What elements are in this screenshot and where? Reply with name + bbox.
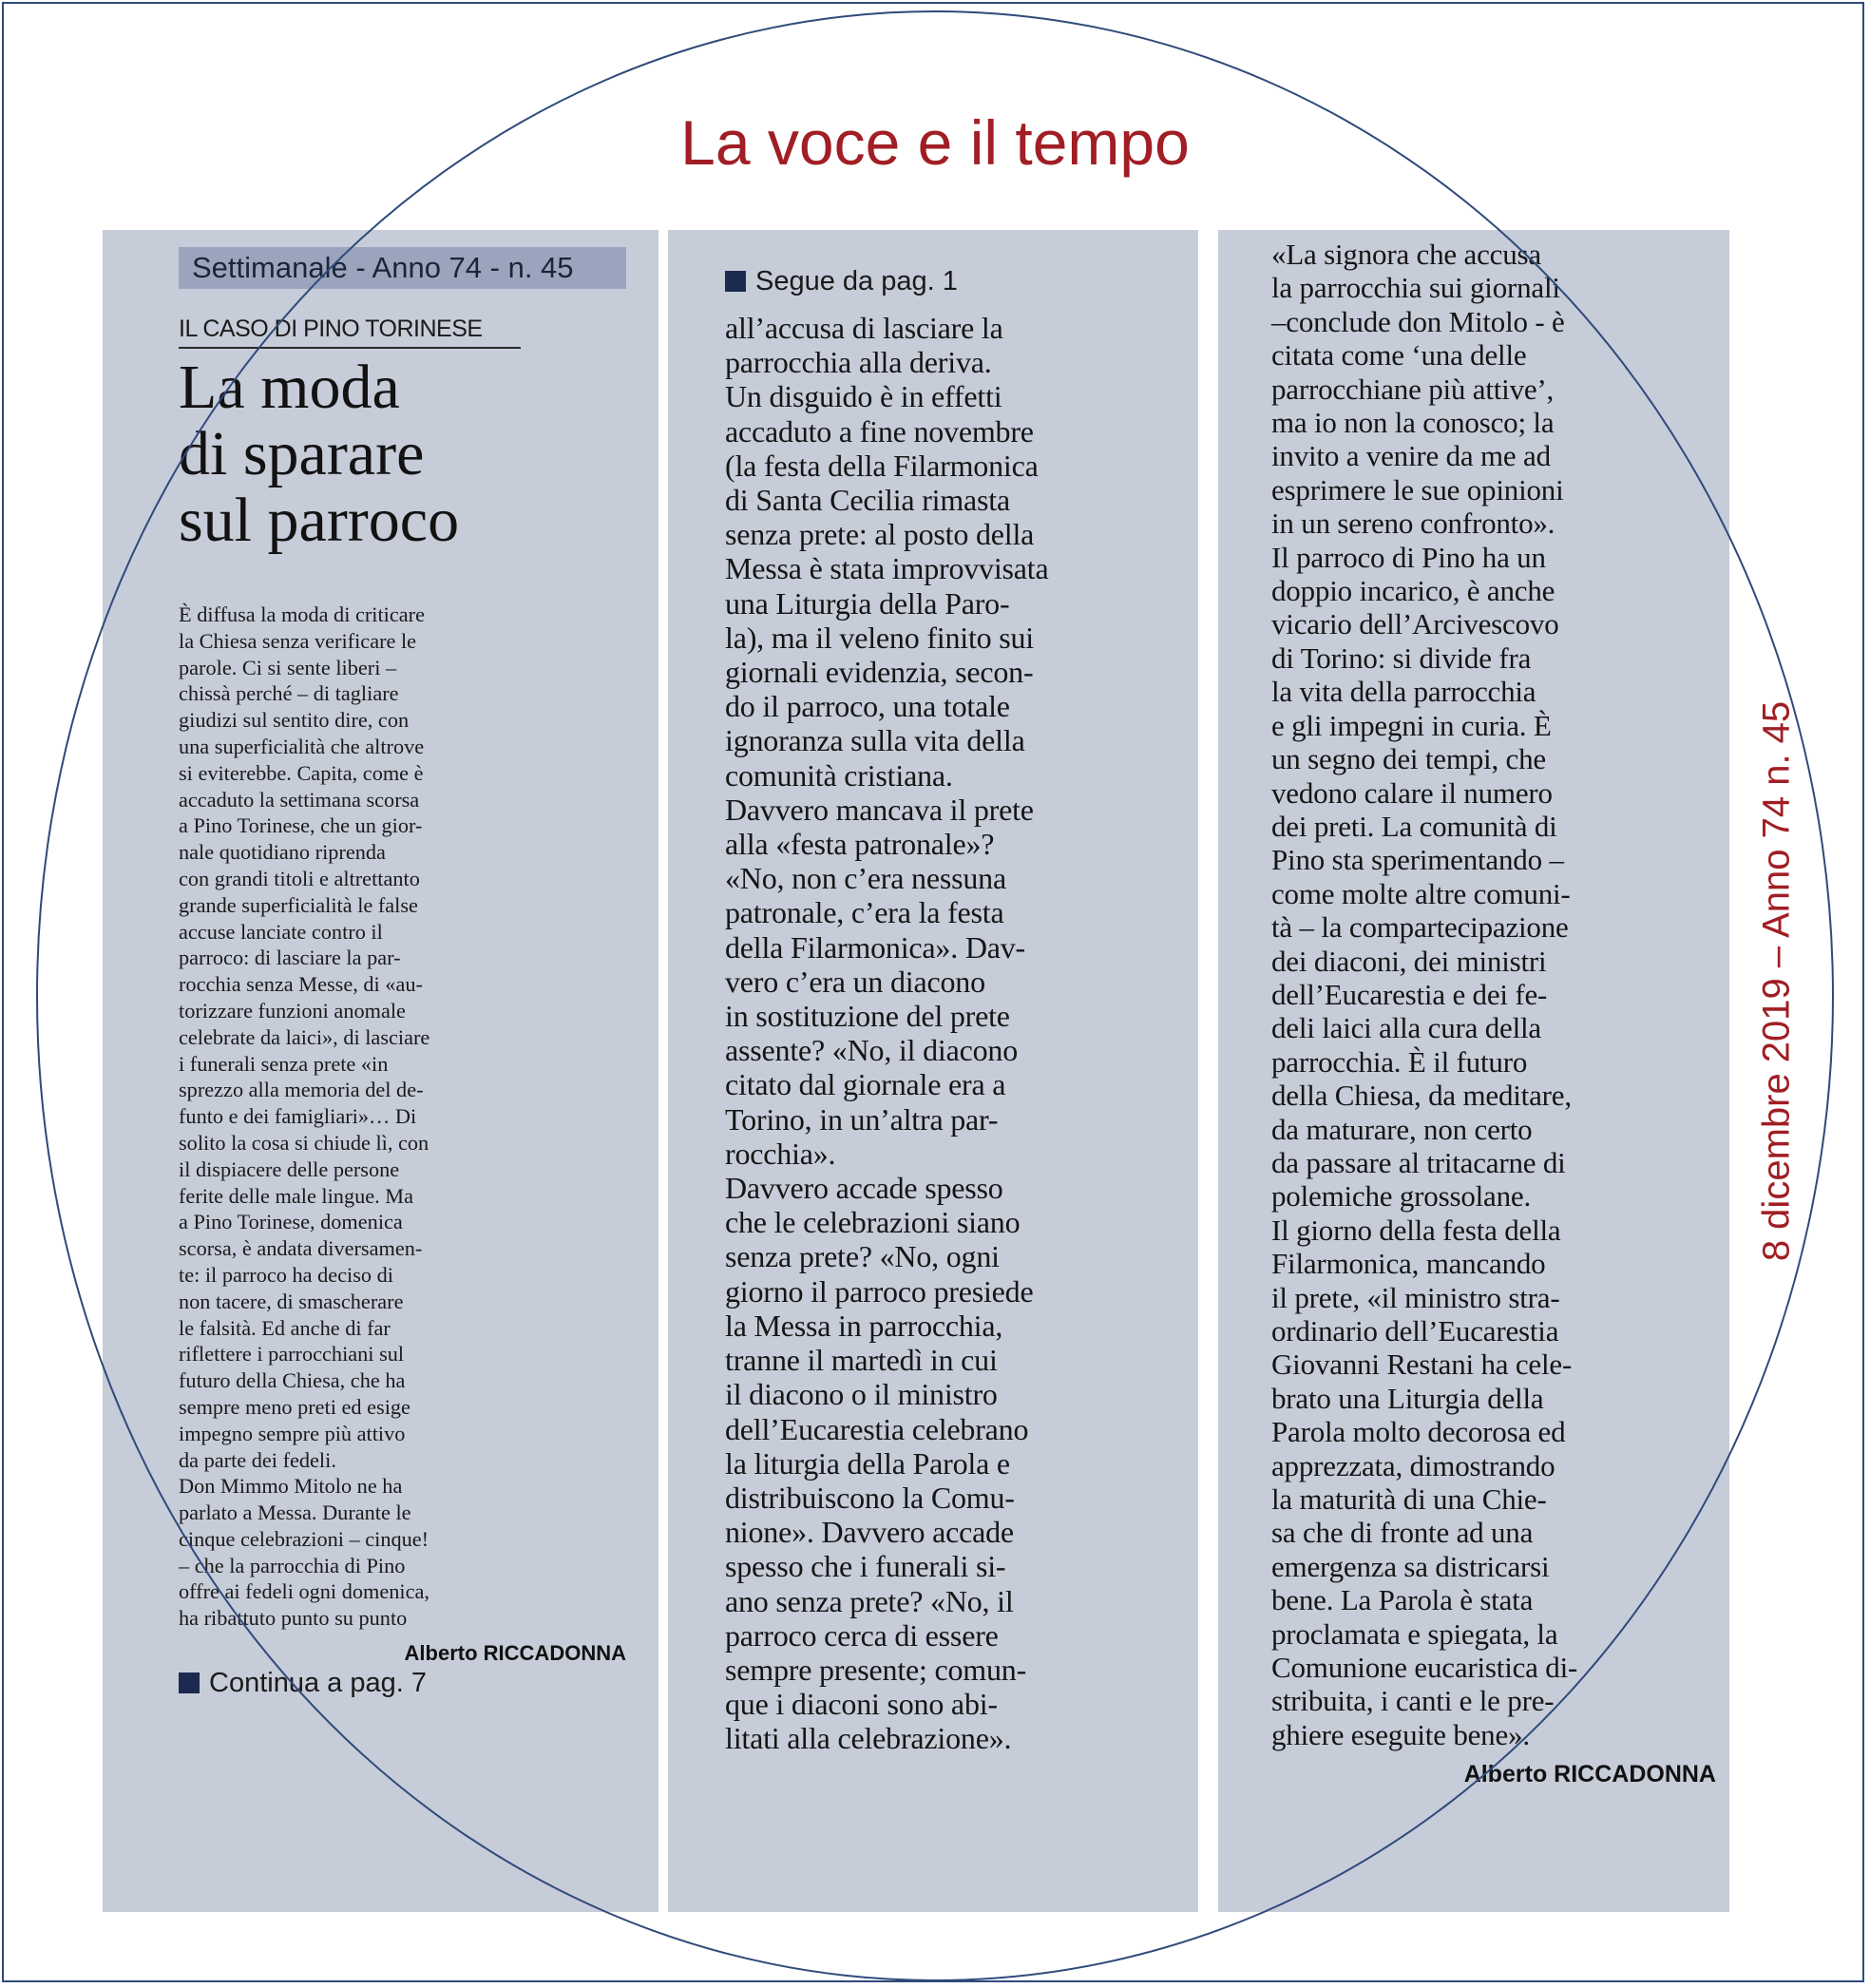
follow-reference-text: Segue da pag. 1 xyxy=(755,266,958,296)
article-body-column-2: all’accusa di lasciare la parrocchia alla deriva. Un disguido è in effetti accaduto a fine novembre (la festa della Filarmonica di Santa Cecilia rimasta senza prete: al posto della Messa è stata improvvisata una Liturgia della Paro- la), ma il veleno finito sui giornali evidenzia, secon- do il parroco, una totale ignoranza sulla vita della comunità cristiana. Davvero mancava il prete alla «festa patronale»? «No, non c’era nessuna patronale, c’era la festa della Filarmonica». Dav- vero c’era un diacono in sostituzione del prete assente? «No, il diacono citato dal giornale era a Torino, in un’altra par- rocchia». Davvero accade spesso che le celebrazioni siano senza prete? «No, ogni giorno il parroco presiede la Messa in parrocchia, tranne il martedì in cui il diacono o il ministro dell’Eucarestia celebrano la liturgia della Parola e distribuiscono la Comu- nione». Davvero accade spesso che i funerali si- ano senza prete? «No, il parroco cerca di essere sempre presente; comun- que i diaconi sono abi- litati alla celebrazione». xyxy=(725,311,1049,1756)
article-headline: La moda di sparare sul parroco xyxy=(179,353,460,555)
article-body-column-3: «La signora che accusa la parrocchia sui giornali –conclude don Mitolo - è citata come ‘una delle parrocchiane più attive’, ma io non la conosco; la invito a venire da me ad esprimere le sue opinioni in un sereno confronto». Il parroco di Pino ha un doppio incarico, è anche vicario dell’Arcivescovo di Torino: si divide fra la vita della parrocchia e gli impegni in curia. È un segno dei tempi, che vedono calare il numero dei preti. La comunità di Pino sta sperimentando – come molte altre comuni- tà – la compartecipazione dei diaconi, dei ministri dell’Eucarestia e dei fe- deli laici alla cura della parrocchia. È il futuro della Chiesa, da meditare, da maturare, non certo da passare al tritacarne di polemiche grossolane. Il giorno della festa della Filarmonica, mancando il prete, «il ministro stra- ordinario dell’Eucarestia Giovanni Restani ha cele- brato una Liturgia della Parola molto decorosa ed apprezzata, dimostrando la maturità di una Chie- sa che di fronte ad una emergenza sa districarsi bene. La Parola è stata proclamata e spiegata, la Comunione eucaristica di- stribuita, i canti e le pre- ghiere eseguite bene». xyxy=(1271,238,1578,1751)
publication-date-vertical: 8 dicembre 2019 – Anno 74 n. 45 xyxy=(1755,700,1798,1262)
article-body-column-1: È diffusa la moda di criticare la Chiesa senza verificare le parole. Ci si sente liberi – chissà perché – di tagliare giudizi sul sentito dire, con una superficialità che altrove si eviterebbe. Capita, come è accaduto la settimana scorsa a Pino Torinese, che un gior- nale quotidiano riprenda con grandi titoli e altrettanto grande superficialità le false accuse lanciate contro il parroco: di lasciare la par- rocchia senza Messe, di «au- torizzare funzioni anomale celebrate da laici», di lasciare i funerali senza prete «in sprezzo alla memoria del de- funto e dei famigliari»… Di solito la cosa si chiude lì, con il dispiacere delle persone ferite delle male lingue. Ma a Pino Torinese, domenica scorsa, è andata diversamen- te: il parroco ha deciso di non tacere, di smascherare le falsità. Ed anche di far riflettere i parrocchiani sul futuro della Chiesa, che ha sempre meno preti ed esige impegno sempre più attivo da parte dei fedeli. Don Mimmo Mitolo ne ha parlato a Messa. Durante le cinque celebrazioni – cinque! – che la parrocchia di Pino offre ai fedeli ogni domenica, ha ribattuto punto su punto xyxy=(179,602,430,1631)
article-kicker: IL CASO DI PINO TORINESE xyxy=(179,315,521,349)
masthead-bar: Settimanale - Anno 74 - n. 45 xyxy=(179,247,626,289)
square-bullet-icon xyxy=(725,271,746,292)
square-bullet-icon xyxy=(179,1673,200,1693)
author-byline-end: Alberto RICCADONNA xyxy=(1463,1761,1716,1788)
publication-title: La voce e il tempo xyxy=(680,107,1190,178)
article-column-2 xyxy=(668,230,1198,1912)
article-column-1 xyxy=(103,230,658,1912)
follow-reference xyxy=(725,266,1179,297)
author-byline: Alberto RICCADONNA xyxy=(404,1641,626,1666)
article-column-3 xyxy=(1218,230,1729,1912)
continue-reference xyxy=(179,1668,626,1699)
continue-reference-text: Continua a pag. 7 xyxy=(209,1668,427,1699)
